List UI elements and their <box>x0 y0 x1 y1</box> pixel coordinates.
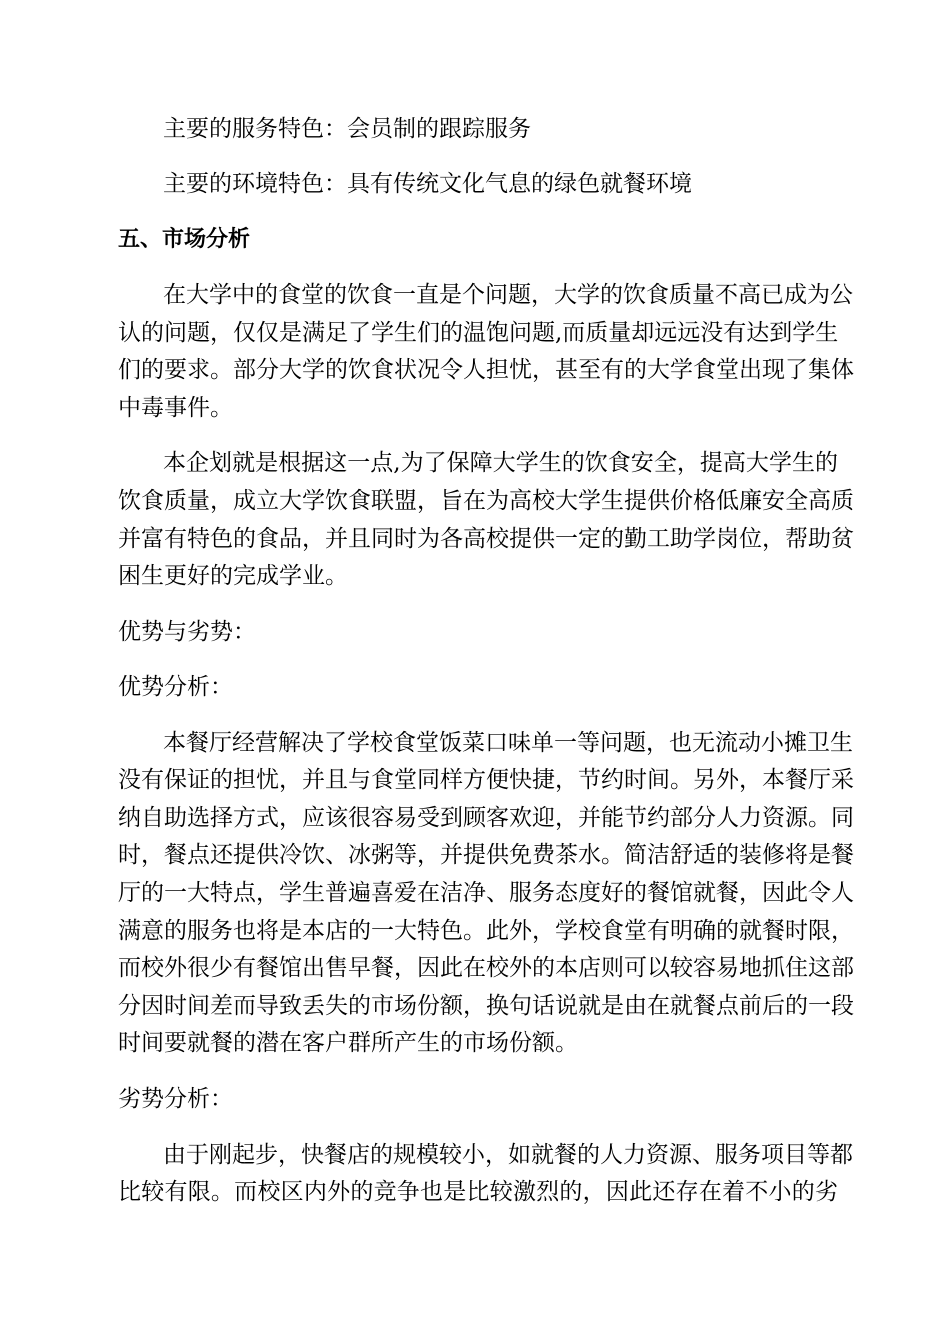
paragraph-environment-feature: 主要的环境特色：具有传统文化气息的绿色就餐环境 <box>163 171 692 197</box>
text-line: 并富有特色的食品，并且同时为各高校提供一定的勤工助学岗位，帮助贫 <box>118 526 854 552</box>
text-line: 本企划就是根据这一点,为了保障大学生的饮食安全，提高大学生的 <box>163 450 838 476</box>
text-line: 分因时间差而导致丢失的市场份额，换句话说就是由在就餐点前后的一段 <box>118 993 854 1019</box>
text-line: 比较有限。而校区内外的竞争也是比较激烈的，因此还存在着不小的劣 <box>118 1179 838 1205</box>
text-line: 时间要就餐的潜在客户群所产生的市场份额。 <box>118 1030 578 1056</box>
subheading-strengths-weaknesses: 优势与劣势： <box>118 619 256 645</box>
text-line: 由于刚起步，快餐店的规模较小，如就餐的人力资源、服务项目等都 <box>163 1142 853 1168</box>
paragraph-service-feature: 主要的服务特色：会员制的跟踪服务 <box>163 116 531 142</box>
text-line: 中毒事件。 <box>118 395 233 421</box>
text-line: 时，餐点还提供冷饮、冰粥等，并提供免费茶水。简洁舒适的装修将是餐 <box>118 842 854 868</box>
text-line: 纳自助选择方式，应该很容易受到顾客欢迎，并能节约部分人力资源。同 <box>118 805 854 831</box>
text-line: 满意的服务也将是本店的一大特色。此外，学校食堂有明确的就餐时限， <box>118 918 854 944</box>
text-line: 困生更好的完成学业。 <box>118 563 348 589</box>
text-line: 没有保证的担忧，并且与食堂同样方便快捷，节约时间。另外，本餐厅采 <box>118 767 854 793</box>
text-line: 饮食质量，成立大学饮食联盟，旨在为高校大学生提供价格低廉安全高质 <box>118 488 854 514</box>
text-line: 而校外很少有餐馆出售早餐，因此在校外的本店则可以较容易地抓住这部 <box>118 955 854 981</box>
text-line: 在大学中的食堂的饮食一直是个问题，大学的饮食质量不高已成为公 <box>163 282 853 308</box>
text-line: 厅的一大特点，学生普遍喜爱在洁净、服务态度好的餐馆就餐，因此令人 <box>118 880 854 906</box>
section-heading-market-analysis: 五、市场分析 <box>118 227 251 252</box>
text-line: 们的要求。部分大学的饮食状况令人担忧，甚至有的大学食堂出现了集体 <box>118 357 854 383</box>
text-line: 本餐厅经营解决了学校食堂饭菜口味单一等问题，也无流动小摊卫生 <box>163 730 853 756</box>
subheading-strengths-analysis: 优势分析： <box>118 674 233 700</box>
subheading-weaknesses-analysis: 劣势分析： <box>118 1086 233 1112</box>
text-line: 认的问题，仅仅是满足了学生们的温饱问题,而质量却远远没有达到学生 <box>118 320 839 346</box>
